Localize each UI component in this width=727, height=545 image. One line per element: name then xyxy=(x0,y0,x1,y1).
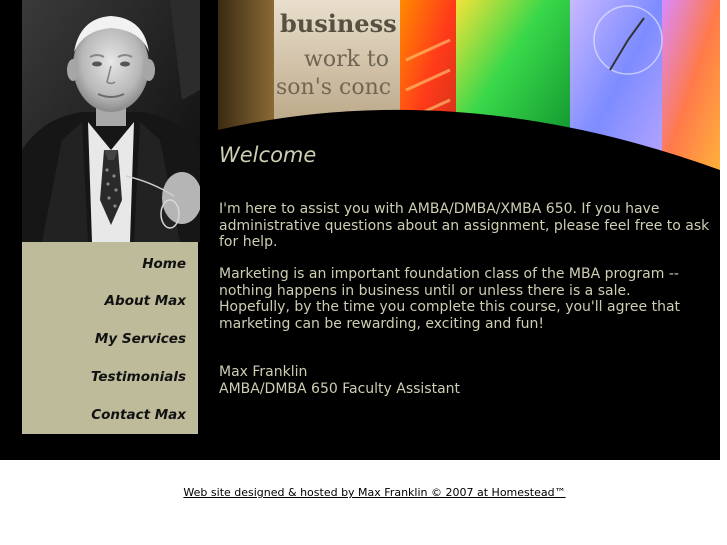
page-title: Welcome xyxy=(219,143,317,167)
nav-contact-max[interactable]: Contact Max xyxy=(91,407,186,423)
banner-word-work: work to xyxy=(304,47,390,72)
nav-home[interactable]: Home xyxy=(142,256,186,272)
marketing-line-4: marketing can be rewarding, exciting and fun! xyxy=(219,315,545,332)
intro-paragraph xyxy=(219,201,715,251)
footer-credit-link[interactable]: Web site designed & hosted by Max Franklin © 2007 at Homestead™ xyxy=(183,486,566,499)
marketing-line-2: nothing happens in business until or unless there is a sale. xyxy=(219,282,631,299)
marketing-line-3: Hopefully, by the time you complete this course, you'll agree that xyxy=(219,299,681,315)
nav-testimonials[interactable]: Testimonials xyxy=(90,369,186,385)
signature-name: Max Franklin xyxy=(219,364,308,380)
signature-title: AMBA/DMBA 650 Faculty Assistant xyxy=(219,380,461,397)
banner-word-concern: son's conc xyxy=(276,75,392,100)
sidebar-nav xyxy=(22,242,198,434)
nav-about-max[interactable]: About Max xyxy=(104,293,186,309)
marketing-line-1: Marketing is an important foundation class of the MBA program -- xyxy=(219,266,679,282)
intro-line-3: for help. xyxy=(219,234,278,250)
nav-my-services[interactable]: My Services xyxy=(94,331,186,347)
intro-line-2: administrative questions about an assignment, please feel free to ask xyxy=(219,217,710,234)
intro-line-1: I'm here to assist you with AMBA/DMBA/XMBA 650. If you have xyxy=(219,201,660,217)
signature xyxy=(219,364,715,397)
portrait-photo xyxy=(22,0,200,242)
footer xyxy=(0,481,727,500)
marketing-paragraph xyxy=(219,266,715,332)
banner-word-business: business xyxy=(280,9,397,38)
